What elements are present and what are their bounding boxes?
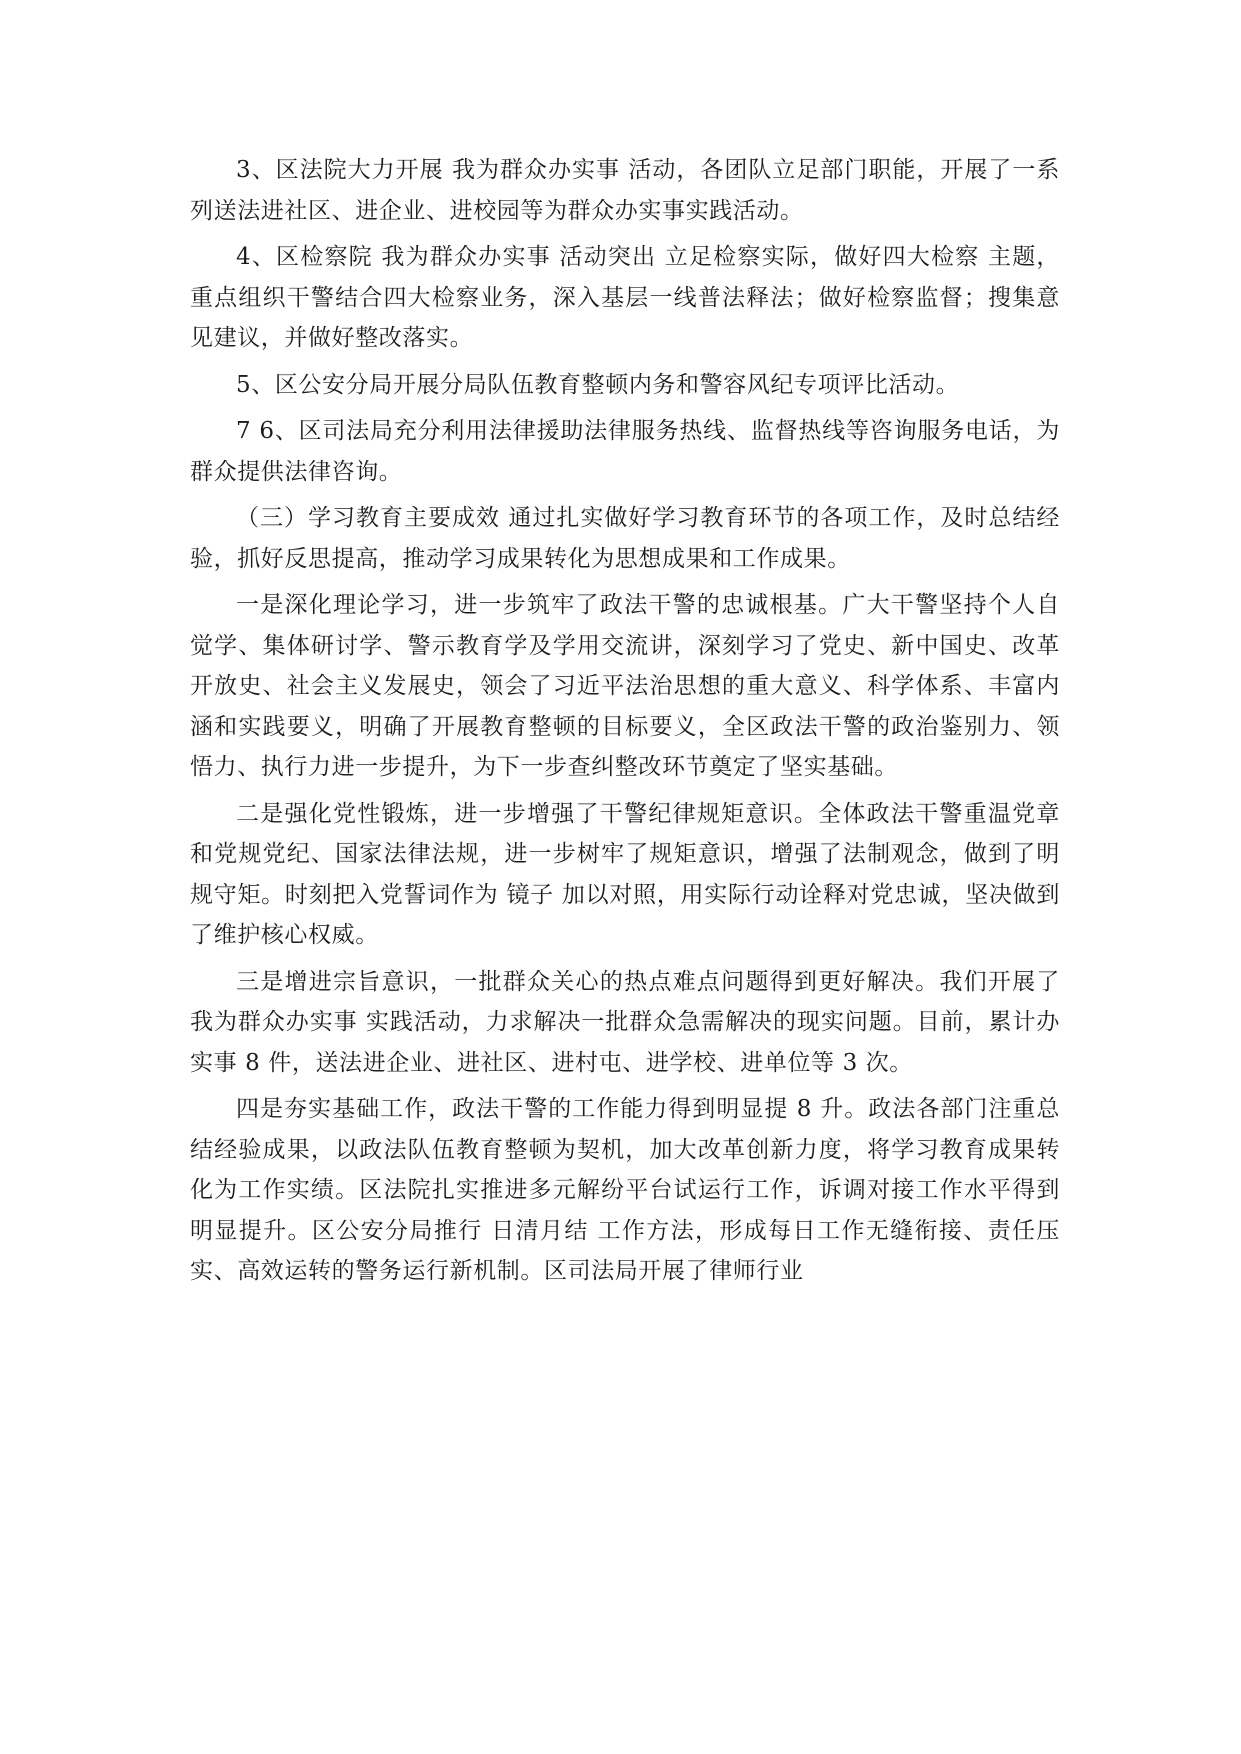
paragraph-party-discipline: 二是强化党性锻炼，进一步增强了干警纪律规矩意识。全体政法干警重温党章和党规党纪、国家法律法规，进一步树牢了规矩意识，增强了法制观念，做到了明规守矩。时刻把入党誓词作为 镜子 加以对照，用实际行动诠释对党忠诚，坚决做到了维护核心权威。 xyxy=(190,800,1060,948)
paragraph-theory-study: 一是深化理论学习，进一步筑牢了政法干警的忠诚根基。广大干警坚持个人自觉学、集体研讨学、警示教育学及学用交流讲，深刻学习了党史、新中国史、改革开放史、社会主义发展史，领会了习近平法治思想的重大意义、科学体系、丰富内涵和实践要义，明确了开展教育整顿的目标要义，全区政法干警的政治鉴别力、领悟力、执行力进一步提升，为下一步查纠整改环节奠定了坚实基础。 xyxy=(190,592,1060,780)
paragraph-justice-bureau-hotline: 7 6、区司法局充分利用法律援助法律服务热线、监督热线等咨询服务电话，为群众提供法律咨询。 xyxy=(190,418,1060,485)
paragraph-court-activities: 3、区法院大力开展 我为群众办实事 活动，各团队立足部门职能，开展了一系列送法进社区、进企业、进校园等为群众办实事实践活动。 xyxy=(190,157,1060,224)
document-page xyxy=(190,150,1060,1298)
paragraph-procuratorate-activities: 4、区检察院 我为群众办实事 活动突出 立足检察实际，做好四大检察 主题，重点组织干警结合四大检察业务，深入基层一线普法释法；做好检察监督；搜集意见建议，并做好整改落实。 xyxy=(190,244,1060,351)
paragraph-section-results: （三）学习教育主要成效 通过扎实做好学习教育环节的各项工作，及时总结经验，抓好反思提高，推动学习成果转化为思想成果和工作成果。 xyxy=(190,505,1060,572)
paragraph-police-review: 5、区公安分局开展分局队伍教育整顿内务和警容风纪专项评比活动。 xyxy=(236,371,960,398)
paragraph-purpose-awareness: 三是增进宗旨意识，一批群众关心的热点难点问题得到更好解决。我们开展了 我为群众办实事 实践活动，力求解决一批群众急需解决的现实问题。目前，累计办实事 8 件，送法进企业、进社区、进村屯、进学校、进单位等 3 次。 xyxy=(190,968,1060,1076)
paragraph-foundation-work: 四是夯实基础工作，政法干警的工作能力得到明显提 8 升。政法各部门注重总结经验成果，以政法队伍教育整顿为契机，加大改革创新力度，将学习教育成果转化为工作实绩。区法院扎实推进多元解纷平台试运行工作，诉调对接工作水平得到明显提升。区公安分局推行 日清月结 工作方法，形成每日工作无缝衔接、责任压实、高效运转的警务运行新机制。区司法局开展了律师行业 xyxy=(190,1096,1060,1284)
